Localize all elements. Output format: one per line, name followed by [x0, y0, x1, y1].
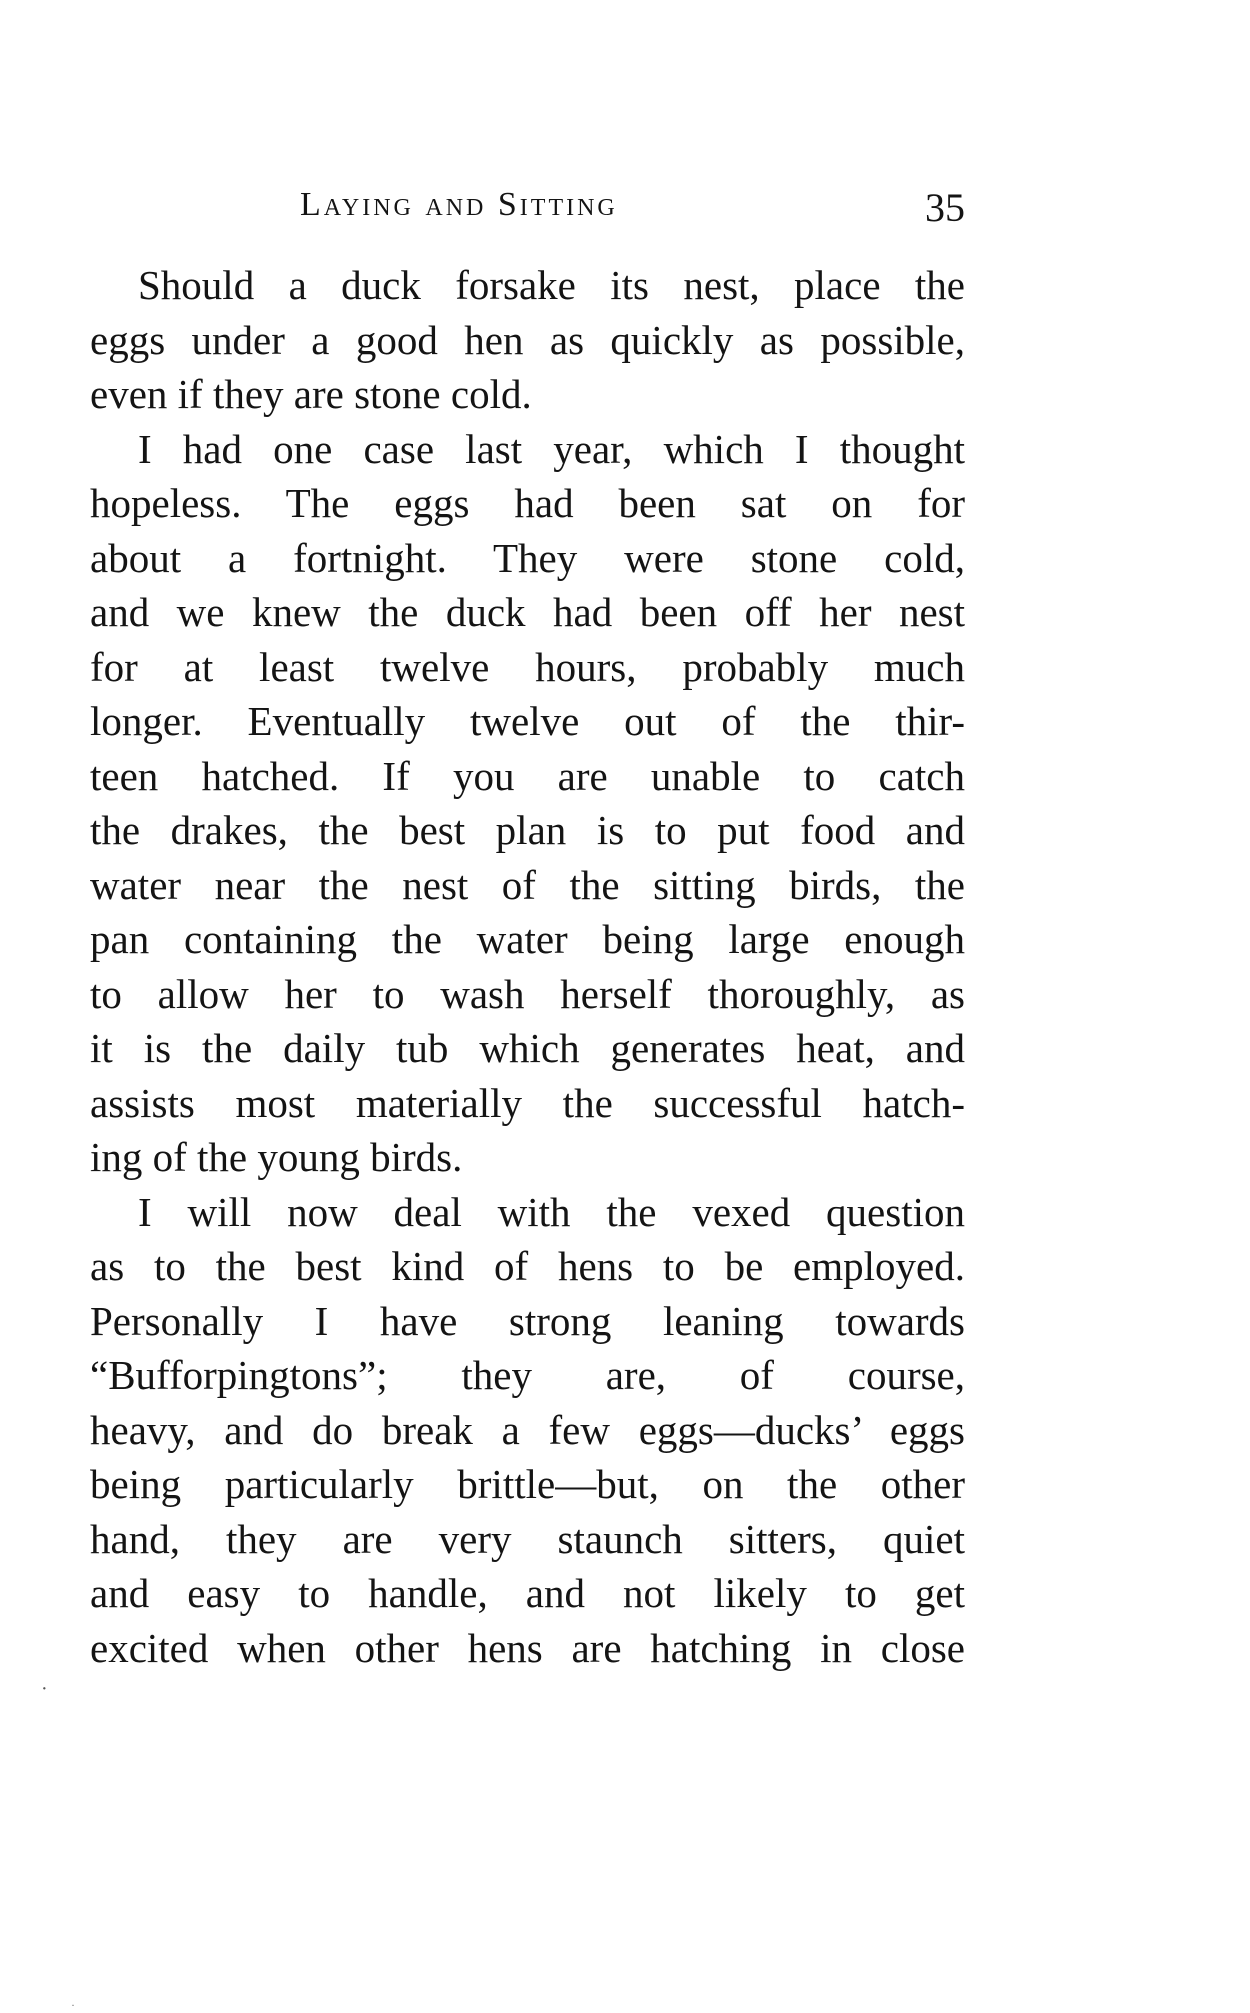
text-line: to allow her to wash herself thoroughly, as — [90, 970, 965, 1017]
text-line: as to the best kind of hens to be employed. — [90, 1243, 965, 1289]
text-line: being particularly brittle—but, on the other — [90, 1461, 965, 1507]
text-line: the drakes, the best plan is to put food and — [90, 807, 965, 853]
text-line: hand, they are very staunch sitters, quiet — [90, 1515, 965, 1562]
scan-speck: · — [71, 1998, 75, 2012]
page-number: 35 — [925, 185, 965, 230]
text-line: longer. Eventually twelve out of the thir- — [90, 698, 965, 744]
text-line: Should a duck forsake its nest, place the — [138, 262, 965, 308]
text-line: assists most materially the successful hatch- — [90, 1079, 965, 1126]
body-text — [90, 258, 965, 1675]
text-line: pan containing the water being large enough — [90, 916, 965, 962]
text-line: water near the nest of the sitting birds, the — [90, 861, 965, 908]
text-line: about a fortnight. They were stone cold, — [90, 534, 965, 581]
margin-speck: · — [41, 1678, 48, 1700]
text-line: and we knew the duck had been off her nest — [90, 589, 965, 635]
text-line: and easy to handle, and not likely to get — [90, 1570, 965, 1616]
text-line: I will now deal with the vexed question — [138, 1188, 965, 1235]
text-line: excited when other hens are hatching in close — [90, 1624, 965, 1671]
text-line: Personally I have strong leaning towards — [90, 1297, 965, 1344]
text-line: heavy, and do break a few eggs—ducks’ eggs — [90, 1406, 965, 1453]
text-line: it is the daily tub which generates heat, and — [90, 1025, 965, 1071]
text-line: ing of the young birds. — [90, 1134, 463, 1180]
text-line: eggs under a good hen as quickly as possible, — [90, 316, 965, 363]
text-line: even if they are stone cold. — [90, 371, 532, 417]
running-title: Laying and Sitting — [300, 186, 618, 223]
text-line: I had one case last year, which I thought — [138, 425, 965, 472]
running-head — [90, 186, 965, 232]
text-line: teen hatched. If you are unable to catch — [90, 752, 965, 799]
text-line: “Bufforpingtons”; they are, of course, — [90, 1352, 965, 1398]
text-line: for at least twelve hours, probably much — [90, 643, 965, 690]
text-line: hopeless. The eggs had been sat on for — [90, 480, 965, 526]
